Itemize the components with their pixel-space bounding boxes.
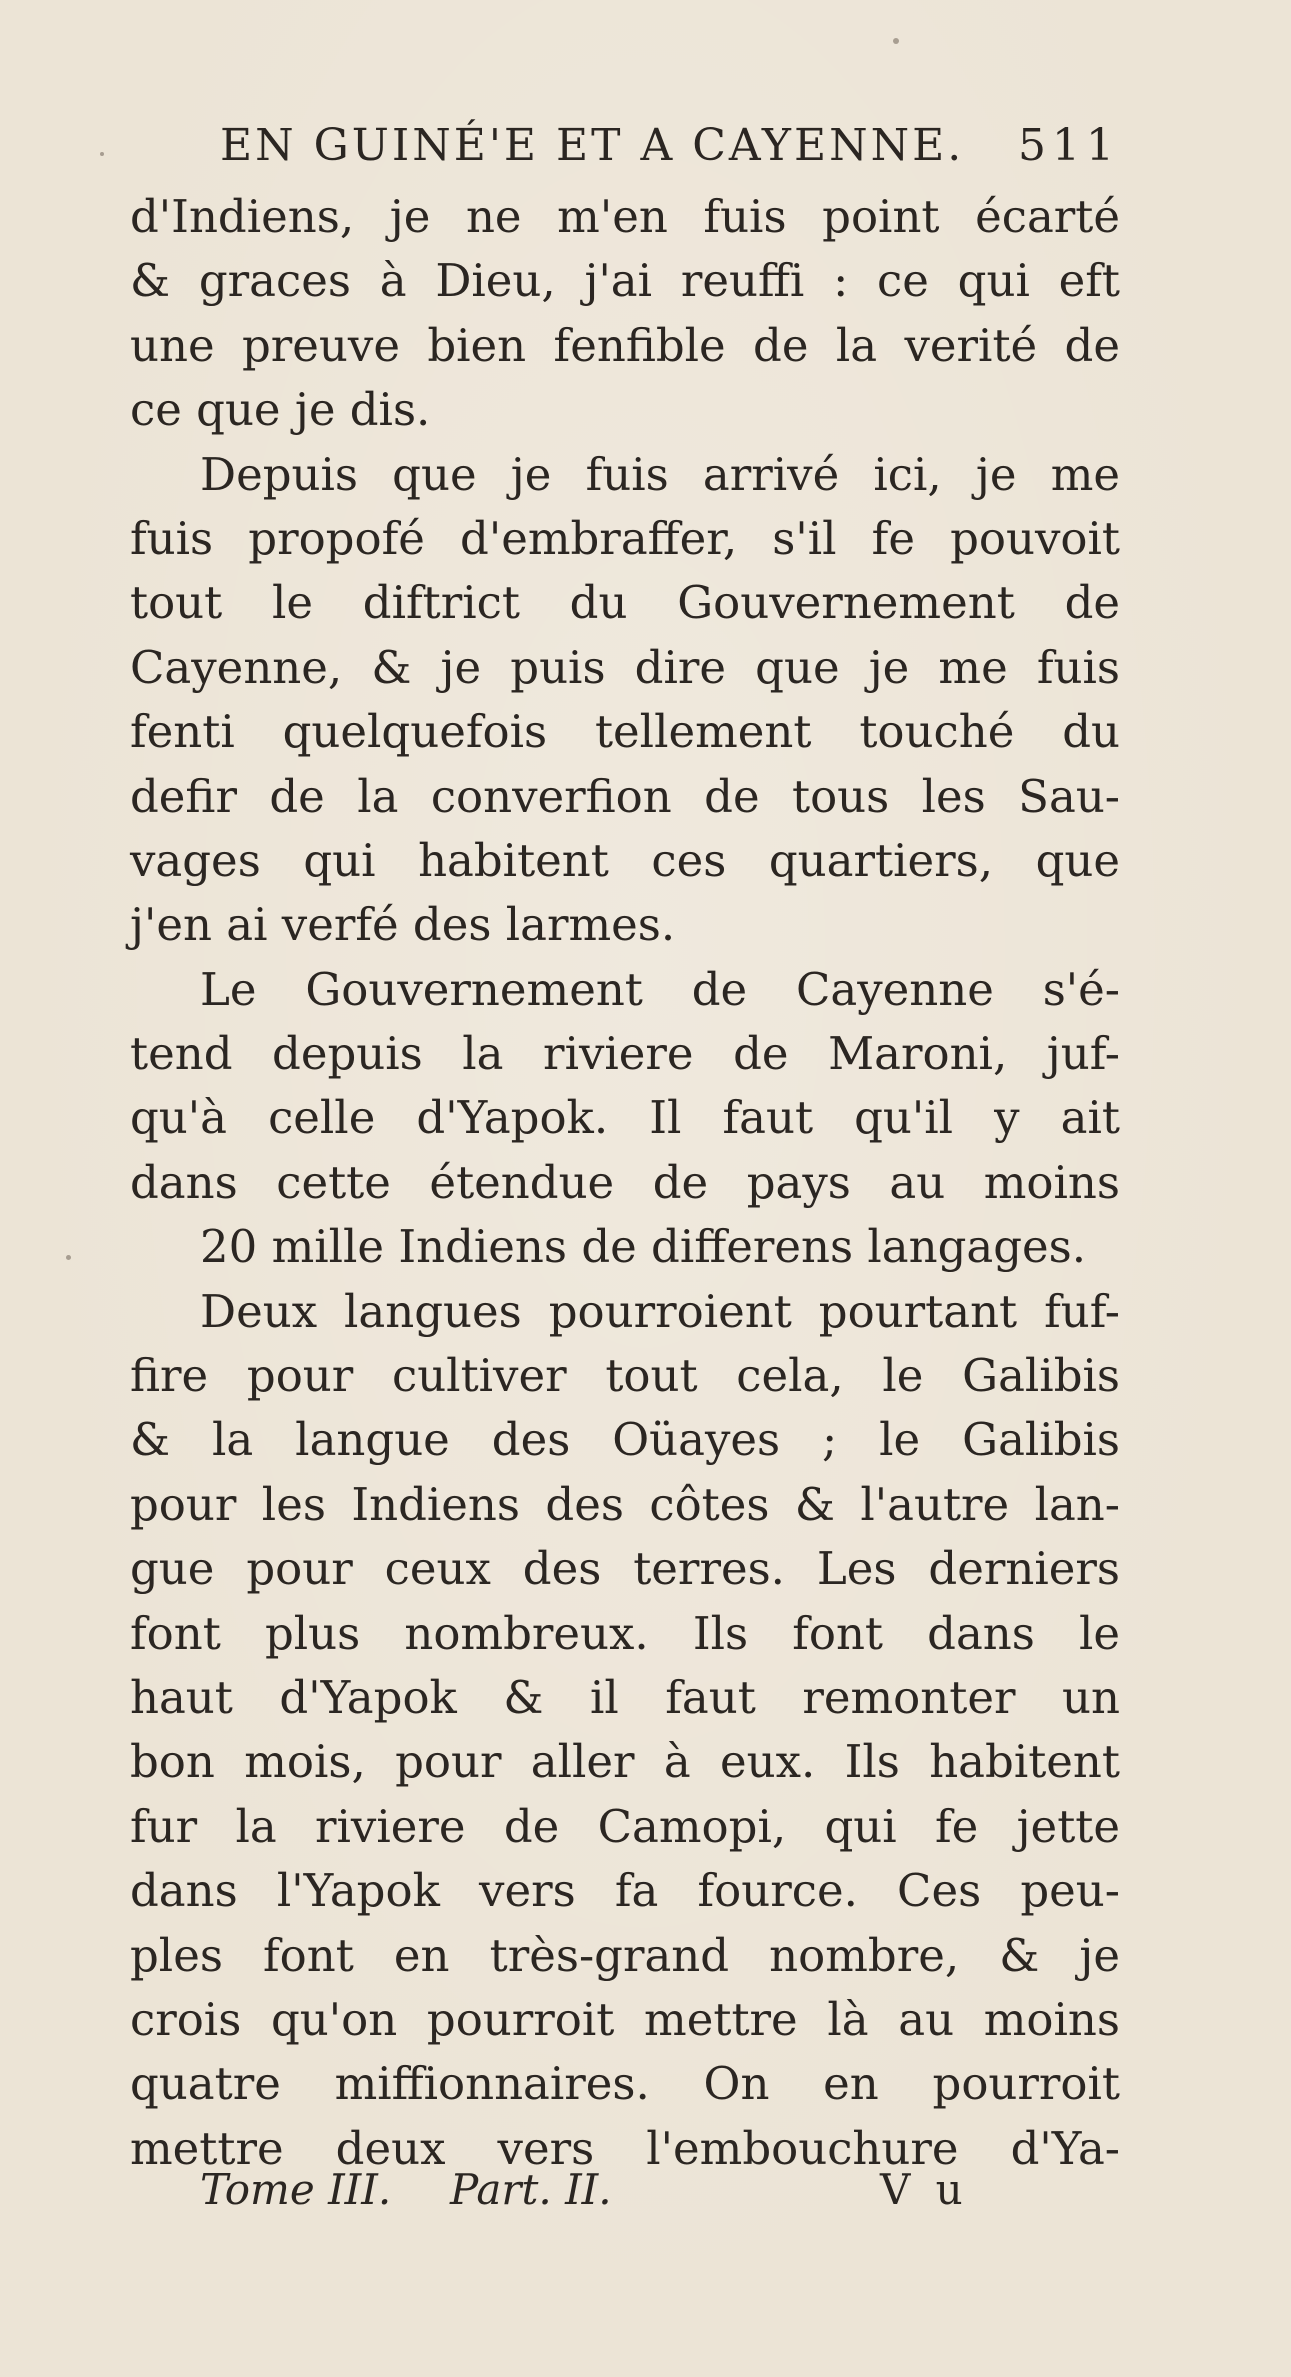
paper-speck [893,38,899,44]
part-label: Part. II. [450,2165,612,2214]
page-number: 511 [1018,120,1120,171]
paper-speck [66,1255,71,1260]
text-line: 20 mille Indiens de differens langages. [200,1220,1087,1274]
text-line: defir de la converfion de tous les Sau- [130,769,1120,823]
text-line: dans cette étendue de pays au moins [130,1155,1120,1209]
text-line: fenti quelquefois tellement touché du [130,705,1120,759]
text-line: fuis propofé d'embraffer, s'il fe pouvoit [130,511,1120,565]
text-line: fur la riviere de Camopi, qui fe jette [130,1799,1120,1853]
text-line: crois qu'on pourroit mettre là au moins [130,1992,1120,2046]
text-line: j'en ai verfé des larmes. [130,898,676,952]
text-line: & graces à Dieu, j'ai reuffi : ce qui eft [130,254,1120,308]
text-line: ples font en très-grand nombre, & je [130,1928,1120,1982]
text-line: tout le diftrict du Gouvernement de [130,576,1120,630]
text-line: quatre miffionnaires. On en pourroit [130,2057,1120,2111]
text-line: ce que je dis. [130,383,431,437]
text-line: haut d'Yapok & il faut remonter un [130,1670,1120,1724]
text-line: fire pour cultiver tout cela, le Galibis [130,1349,1120,1403]
running-title: EN GUINÉ'E ET A CAYENNE. [220,120,965,171]
text-line: une preuve bien fenfible de la verité de [130,318,1120,372]
text-line: d'Indiens, je ne m'en fuis point écarté [130,190,1120,243]
text-line: tend depuis la riviere de Maroni, juf- [130,1027,1120,1081]
text-line: dans l'Yapok vers fa fource. Ces peu- [130,1864,1120,1918]
paragraph-start-line: Le Gouvernement de Cayenne s'é- [200,962,1120,1016]
running-head [220,120,1120,180]
page-footer [200,2165,1000,2225]
paragraph-start-line: Depuis que je fuis arrivé ici, je me [200,447,1120,501]
text-line: & la langue des Oüayes ; le Galibis [130,1413,1120,1467]
text-line: vages qui habitent ces quartiers, que [130,833,1120,887]
paragraph-start-line: Deux langues pourroient pourtant fuf- [200,1284,1120,1338]
text-line: pour les Indiens des côtes & l'autre lan- [130,1477,1120,1531]
text-line: gue pour ceux des terres. Les derniers [130,1542,1120,1596]
tome-label: Tome III. [200,2165,392,2214]
text-line: Cayenne, & je puis dire que je me fuis [130,640,1120,694]
text-line: bon mois, pour aller à eux. Ils habitent [130,1735,1120,1789]
body-text [130,185,1120,2181]
signature-mark: V u [880,2165,969,2214]
text-line: qu'à celle d'Yapok. Il faut qu'il y ait [130,1091,1120,1145]
text-line: font plus nombreux. Ils font dans le [130,1606,1120,1660]
text-line: mettre deux vers l'embouchure d'Ya- [130,2121,1120,2175]
paper-speck [100,152,104,156]
